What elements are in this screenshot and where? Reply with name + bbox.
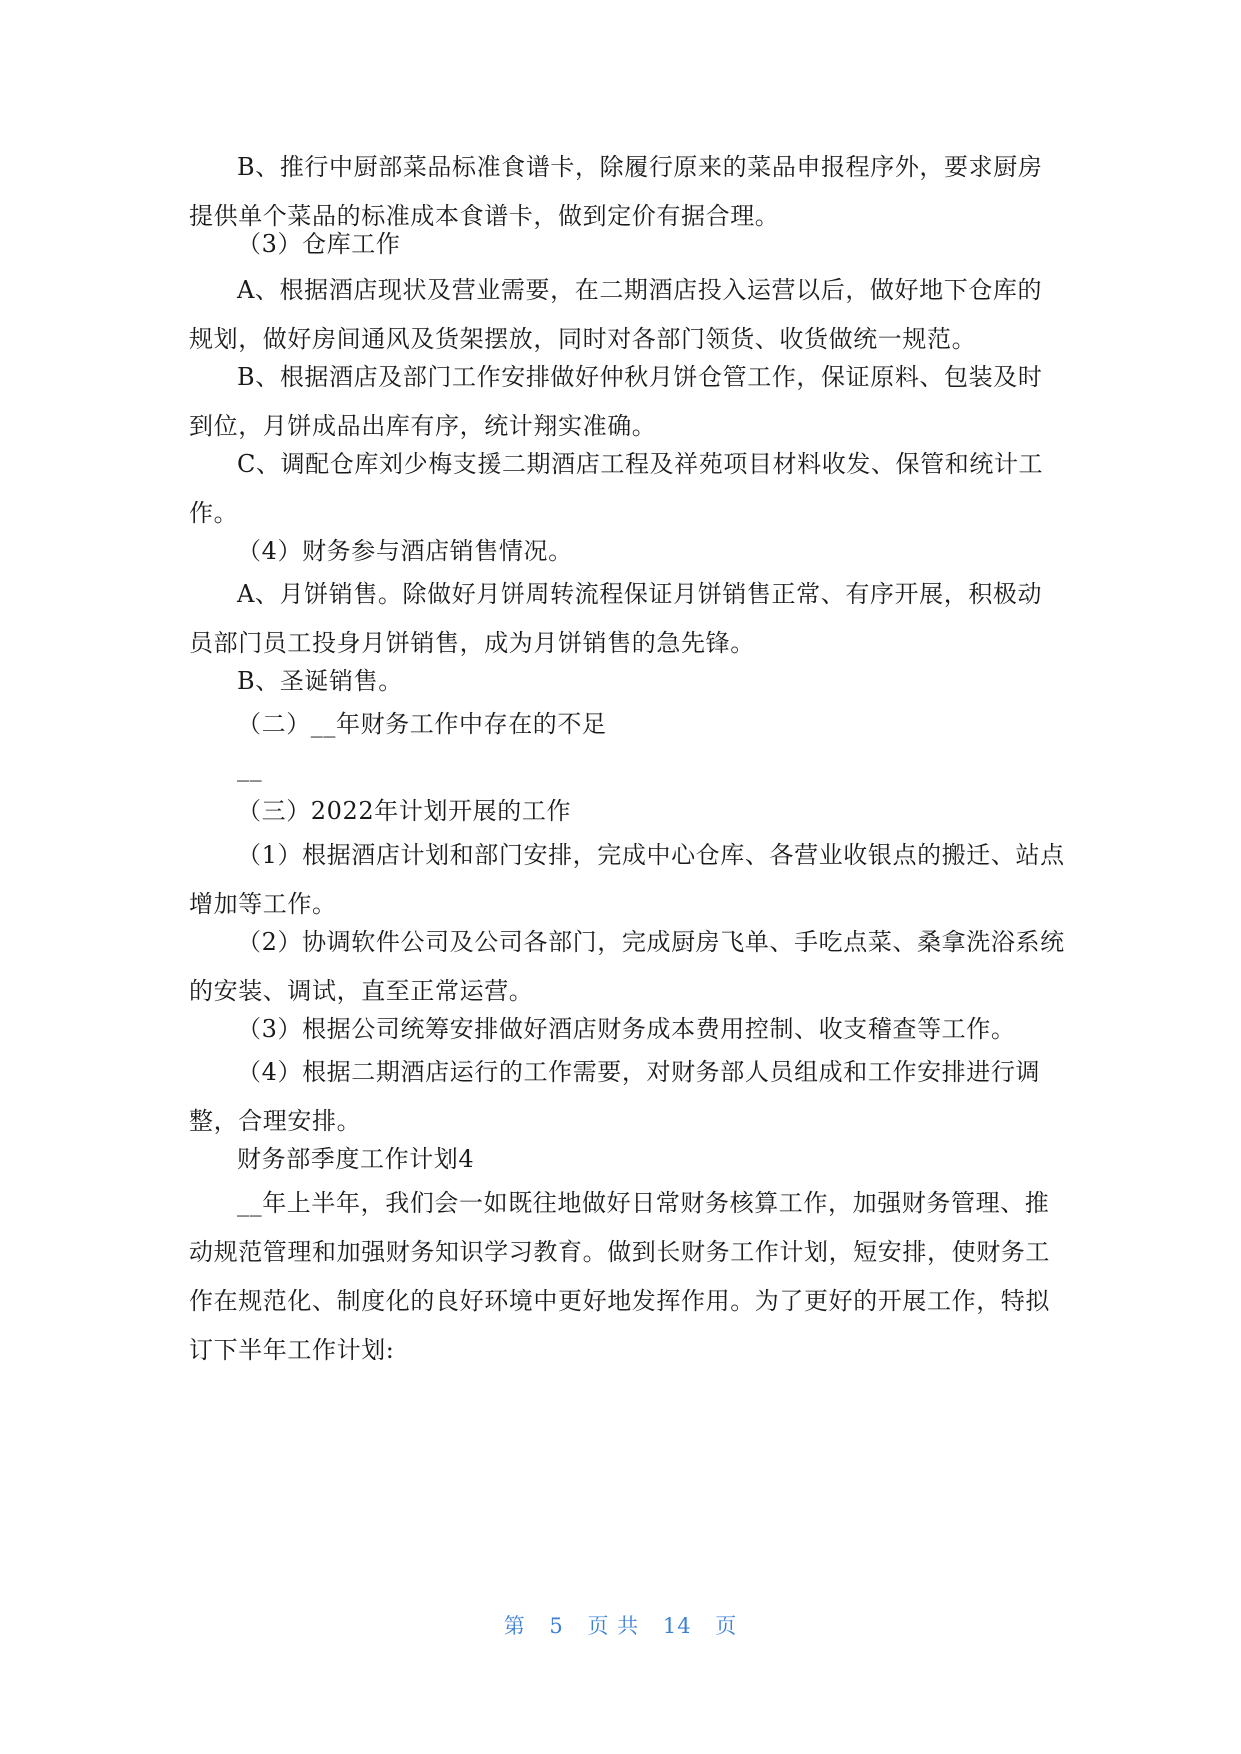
page-footer: [0, 1610, 1241, 1640]
footer-current-page: 5: [549, 1614, 564, 1638]
paragraph-half-year-intro: __年上半年，我们会一如既往地做好日常财务核算工作，加强财务管理、推动规范管理和加强财务知识学习教育。做到长财务工作计划，短安排，使财务工作在规范化、制度化的良好环境中更好地发挥作用。为了更好的开展工作，特拟订下半年工作计划:: [189, 1189, 1050, 1364]
footer-total-pages: 14: [662, 1614, 692, 1638]
heading-shortcomings: （二）__年财务工作中存在的不足: [237, 710, 607, 738]
paragraph-blank: __: [237, 754, 263, 782]
paragraph-mooncake-sales: A、月饼销售。除做好月饼周转流程保证月饼销售正常、有序开展，积极动员部门员工投身月饼销售，成为月饼销售的急先锋。: [189, 580, 1043, 657]
paragraph-mooncake-storage: B、根据酒店及部门工作安排做好仲秋月饼仓管工作，保证原料、包装及时到位，月饼成品出库有序，统计翔实准确。: [189, 363, 1043, 440]
heading-warehouse-work: （3）仓库工作: [237, 230, 401, 258]
heading-finance-sales: （4）财务参与酒店销售情况。: [237, 537, 573, 565]
paragraph-menu-card: B、推行中厨部菜品标准食谱卡，除履行原来的菜品申报程序外，要求厨房提供单个菜品的标准成本食谱卡，做到定价有据合理。: [189, 153, 1043, 230]
paragraph-staff-support: C、调配仓库刘少梅支援二期酒店工程及祥苑项目材料收发、保管和统计工作。: [189, 450, 1044, 527]
footer-suffix: 页: [715, 1614, 738, 1638]
paragraph-plan-item-4: （4）根据二期酒店运行的工作需要，对财务部人员组成和工作安排进行调整，合理安排。: [189, 1058, 1041, 1135]
footer-middle: 页 共: [587, 1614, 640, 1638]
paragraph-christmas-sales: B、圣诞销售。: [237, 667, 403, 695]
heading-planned-work: （三）2022年计划开展的工作: [237, 797, 572, 825]
paragraph-warehouse-planning: A、根据酒店现状及营业需要，在二期酒店投入运营以后，做好地下仓库的规划，做好房间通风及货架摆放，同时对各部门领货、收货做统一规范。: [189, 276, 1043, 353]
footer-prefix: 第: [503, 1614, 526, 1638]
paragraph-plan-item-2: （2）协调软件公司及公司各部门，完成厨房飞单、手吃点菜、桑拿洗浴系统的安装、调试，直至正常运营。: [189, 928, 1065, 1005]
section-title-plan-4: 财务部季度工作计划4: [237, 1145, 475, 1173]
paragraph-plan-item-1: （1）根据酒店计划和部门安排，完成中心仓库、各营业收银点的搬迁、站点增加等工作。: [189, 841, 1065, 918]
paragraph-plan-item-3: （3）根据公司统筹安排做好酒店财务成本费用控制、收支稽查等工作。: [237, 1015, 1016, 1043]
